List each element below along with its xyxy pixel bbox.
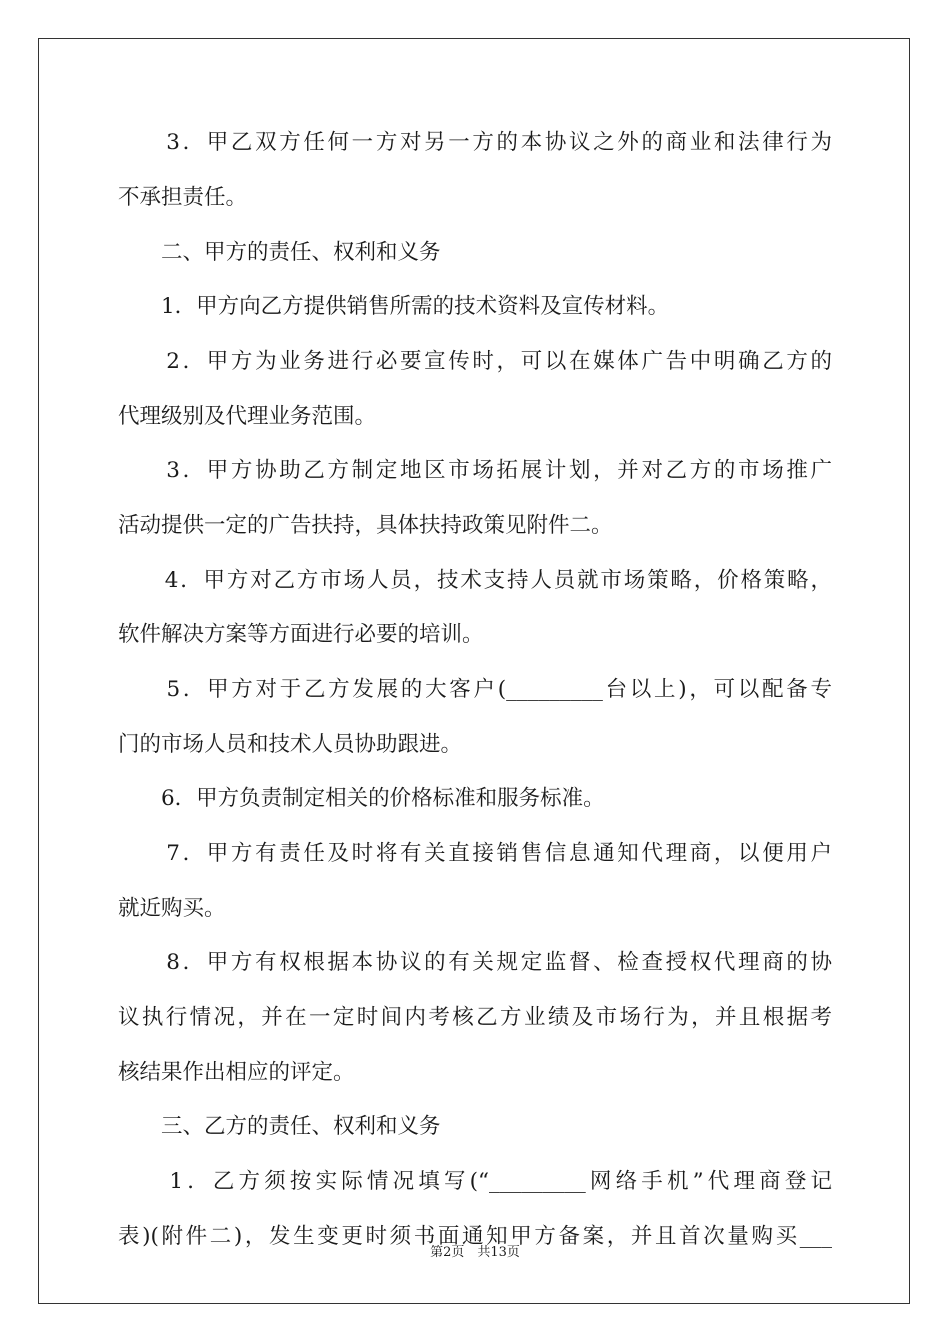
text-line: 3．甲乙双方任何一方对另一方的本协议之外的商业和法律行为	[118, 130, 832, 155]
section-heading: 三、乙方的责任、权利和义务	[118, 1114, 441, 1139]
text-line: 就近购买。	[118, 896, 226, 921]
text-line: 8．甲方有权根据本协议的有关规定监督、检查授权代理商的协	[118, 950, 832, 975]
text-line: 表)(附件二)，发生变更时须书面通知甲方备案，并且首次量购买___	[118, 1224, 832, 1249]
text-line: 3．甲方协助乙方制定地区市场拓展计划，并对乙方的市场推广	[118, 458, 832, 483]
text-line: 软件解决方案等方面进行必要的培训。	[118, 622, 484, 647]
text-line: 议执行情况，并在一定时间内考核乙方业绩及市场行为，并且根据考	[118, 1005, 832, 1030]
text-line: 门的市场人员和技术人员协助跟进。	[118, 732, 463, 757]
text-line: 2．甲方为业务进行必要宣传时，可以在媒体广告中明确乙方的	[118, 349, 832, 374]
text-line: 5．甲方对于乙方发展的大客户(_________台以上)，可以配备专	[118, 677, 832, 702]
text-line: 7．甲方有责任及时将有关直接销售信息通知代理商，以便用户	[118, 841, 832, 866]
section-heading: 二、甲方的责任、权利和义务	[118, 240, 441, 265]
text-line: 1．甲方向乙方提供销售所需的技术资料及宣传材料。	[118, 294, 670, 319]
text-line: 不承担责任。	[118, 185, 248, 210]
text-line: 6．甲方负责制定相关的价格标准和服务标准。	[118, 786, 605, 811]
page-number: 第2页 共13页	[430, 1245, 520, 1260]
text-line: 活动提供一定的广告扶持，具体扶持政策见附件二。	[118, 513, 613, 538]
text-line: 核结果作出相应的评定。	[118, 1060, 355, 1085]
text-line: 4．甲方对乙方市场人员，技术支持人员就市场策略，价格策略，	[118, 568, 832, 593]
text-line: 代理级别及代理业务范围。	[118, 404, 377, 429]
text-line: 1．乙方须按实际情况填写(“_________网络手机”代理商登记	[118, 1169, 832, 1194]
